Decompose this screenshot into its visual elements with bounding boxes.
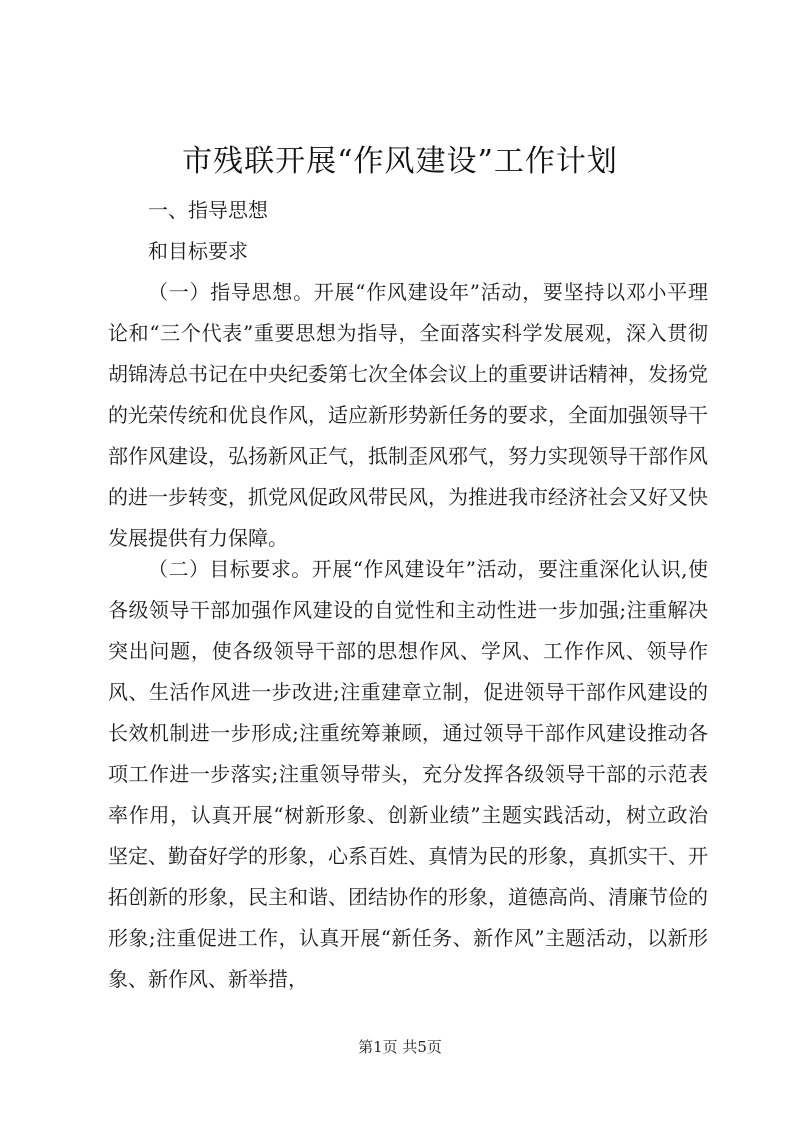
page-indicator: 第1页 共5页	[358, 1038, 442, 1056]
document-title: 市残联开展“作风建设”工作计划	[182, 144, 618, 179]
paragraph-goals-requirements: （二）目标要求。开展“作风建设年”活动，要注重深化认识,使各级领导干部加强作风建设的自觉性和主动性进一步加强;注重解决突出问题，使各级领导干部的思想作风、学风、工作作风、领导作风、生活作风进一步改进;注重建章立制，促进领导干部作风建设的长效机制进一步形成;注重统筹兼顾，通过领导干部作风建设推动各项工作进一步落实;注重领导带头，充分发挥各级领导干部的示范表率作用，认真开展“树新形象、创新业绩”主题实践活动，树立政治坚定、勤奋好学的形象，心系百姓、真情为民的形象，真抓实干、开拓创新的形象，民主和谐、团结协作的形象，道德高尚、清廉节俭的形象;注重促进工作，认真开展“新任务、新作风”主题活动，以新形象、新作风、新举措，	[108, 557, 708, 991]
section-heading: 一、指导思想	[148, 198, 268, 222]
section-heading-continued: 和目标要求	[148, 239, 248, 263]
paragraph-guiding-thought: （一）指导思想。开展“作风建设年”活动，要坚持以邓小平理论和“三个代表”重要思想为指导，全面落实科学发展观，深入贯彻胡锦涛总书记在中央纪委第七次全体会议上的重要讲话精神，发扬党的光荣传统和优良作风，适应新形势新任务的要求，全面加强领导干部作风建设，弘扬新风正气，抵制歪风邪气，努力实现领导干部作风的进一步转变，抓党风促政风带民风，为推进我市经济社会又好又快发展提供有力保障。	[108, 280, 708, 550]
